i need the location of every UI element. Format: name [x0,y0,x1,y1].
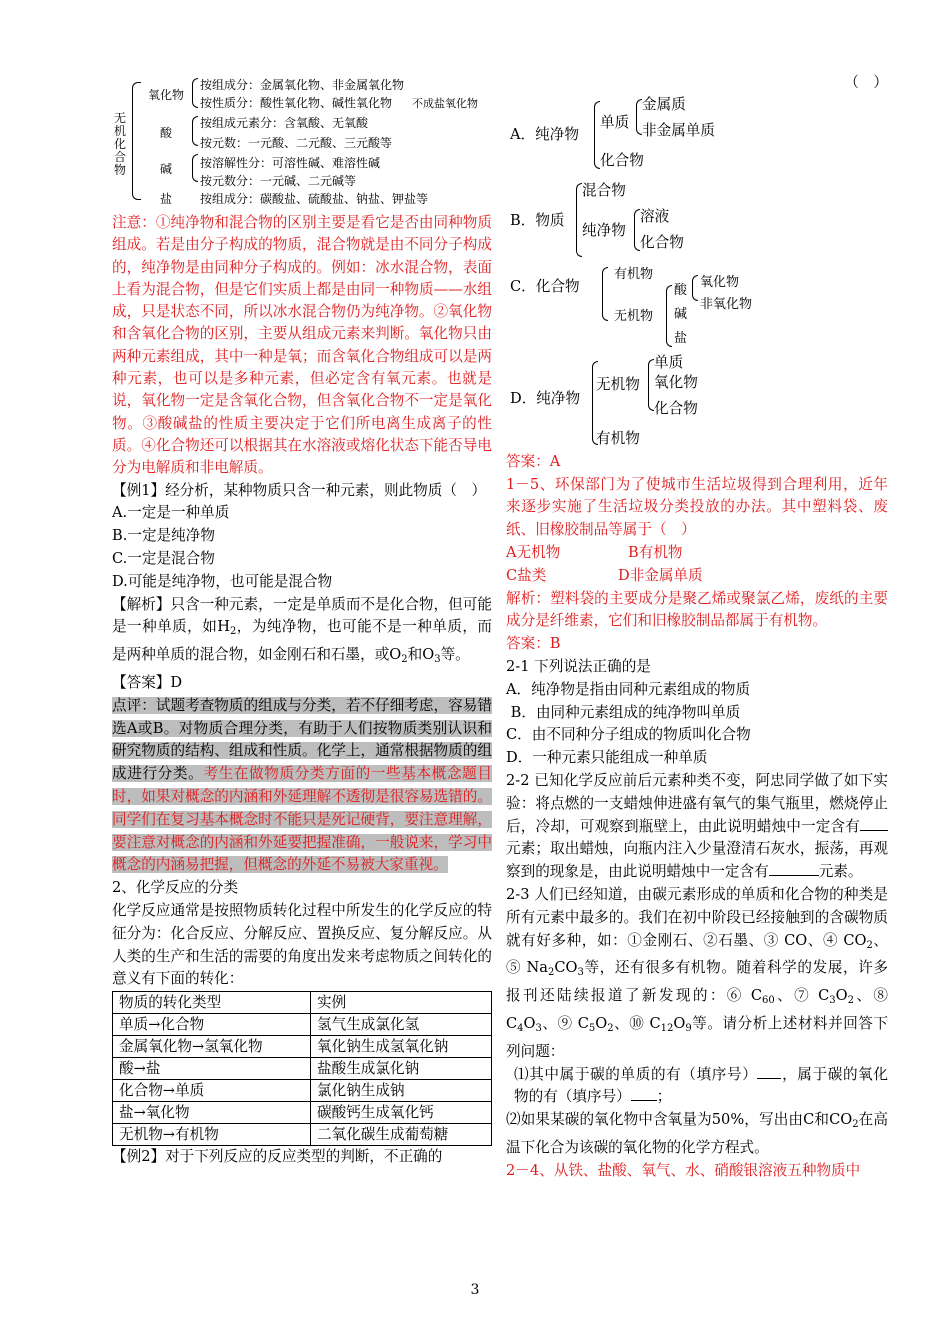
table-row [113,1080,492,1102]
option-d-label: D．纯净物 [510,389,581,407]
table-row [113,1036,492,1058]
question-1-5-options-cd: C盐类 D非金属单质 [506,566,703,584]
option-d-diagram [506,353,888,451]
tree-base-1: 按溶解性分：可溶性碱、难溶性碱 [200,156,381,170]
question-2-1-option-c: C．由不同种分子组成的物质叫化合物 [506,726,751,744]
option-b-l1: 混合物 [582,181,626,199]
section2-text: 化学反应通常是按照物质转化过程中所发生的化学反应的特征分为：化合反应、分解反应、置换反应、复分解反应。从人类的生产和生活的需要的角度出发来考虑物质之间转化的意义有下面的转化： [112,901,492,988]
conversion-table [112,991,492,1146]
section2-title: 2、化学反应的分类 [112,879,239,897]
option-d-oxide: 氧化物 [654,373,698,391]
table-cell: 无机物→有机物 [113,1124,311,1146]
table-row [113,1058,492,1080]
tree-acid: 酸 [160,126,173,140]
tree-oxide-3: 不成盐氧化物 [412,97,478,110]
option-c-nonoxide: 非氧化物 [700,296,753,312]
option-c-oxide: 氧化物 [700,274,740,290]
option-b-label: B．物质 [510,211,565,229]
option-a-l1: 单质 [600,113,630,131]
example1-option-b: B.一定是纯净物 [112,527,215,545]
example1-answer: 【答案】D [112,673,183,691]
table-cell: 酸→盐 [113,1058,311,1080]
example1-question: 【例1】经分析，某种物质只含一种元素，则此物质（ ） [112,481,487,499]
table-row [113,1102,492,1124]
option-c-salt: 盐 [674,330,688,346]
table-cell: 盐酸生成氯化钠 [311,1058,492,1080]
example1-comment: 点评：试题考查物质的组成与分类，若不仔细考虑，容易错选A或B。对物质合理分类，有助于人们按物质类别认识和研究物质的结构、组成和性质。化学上，通常根据物质的组成进行分类。考生在做物质分类方面的一些基本概念题目时，如果对概念的内涵和外延理解不透彻是很容易选错的。同学们在复习基本概念时不能只是死记硬背，要注意理解，要注意对概念的内涵和外延要把握准确，一般说来，学习中概念的内涵易把握，但概念的外延不易被大家重视。 [112,696,492,874]
right-column [506,72,888,1183]
question-1-5-analysis: 解析：塑料袋的主要成分是聚乙烯或聚氯乙烯，废纸的主要成分是纤维素，它们和旧橡胶制品都属于有机物。 [506,589,888,630]
table-header: 实例 [311,992,492,1014]
tree-oxide: 氧化物 [148,88,185,102]
option-a-l3: 化合物 [600,151,644,169]
question-2-3: 2-3 人们已经知道，由碳元素形成的单质和化合物的种类是所有元素中最多的。我们在初中阶段已经接触到的含碳物质就有好多种，如：①金刚石、②石墨、③ CO、④ $CO_2$、⑤ $Na_2CO_3$等，还有很多有机物。随着科学的发展，许多报刊还陆续报道了新发现的：⑥ $C_{60}$、⑦ $C_3O_2$、⑧ $C_4O_3$、⑨ $C_5O_2$、⑩ $C_{12}O_9$等。请分析上述材料并回答下列问题： [506,885,888,1060]
answer-1: 答案：A [506,452,561,470]
example1-option-d: D.可能是纯净物，也可能是混合物 [112,572,333,590]
table-header: 物质的转化类型 [113,992,311,1014]
answer-paren: （ ） [844,74,888,91]
option-a-label: A．纯净物 [510,125,579,143]
option-b-l3b: 化合物 [640,233,684,251]
tree-oxide-1: 按组成分：金属氧化物、非金属氧化物 [200,78,405,92]
table-cell: 氢气生成氯化氢 [311,1014,492,1036]
example2-question: 【例2】对于下列反应的反应类型的判断，不正确的 [112,1148,443,1166]
question-2-3-part-1: ⑴其中属于碳的单质的有（填序号） ，属于碳的氧化物的有（填序号） ； [514,1065,888,1106]
table-header-row [113,992,492,1014]
answer-2: 答案：B [506,635,561,653]
tree-acid-2: 按元数：一元酸、二元酸、三元酸等 [200,136,393,150]
page-number: 3 [470,1282,480,1298]
left-column [112,72,492,1169]
option-d-l1: 无机物 [596,375,640,393]
table-cell: 氧化钠生成氢氧化钠 [311,1036,492,1058]
option-c-l1: 有机物 [614,266,654,282]
option-a-diagram [506,95,888,177]
option-c-label: C．化合物 [510,277,580,295]
option-b-diagram [506,177,888,263]
table-cell: 化合物→单质 [113,1080,311,1102]
option-c-acid: 酸 [674,282,688,298]
example1-analysis: 【解析】只含一种元素，一定是单质而不是化合物，但可能是一种单质，如$H_2$，为纯净物，也可能不是一种单质，而是两种单质的混合物，如金刚石和石墨，或$O_2$和$O_3$等。 [112,595,492,666]
tree-base: 碱 [160,162,173,176]
tree-oxide-2: 按性质分：酸性氧化物、碱性氧化物 [200,96,393,110]
option-b-l2: 纯净物 [582,221,626,239]
table-row [113,1014,492,1036]
table-row [113,1124,492,1146]
option-d-organic: 有机物 [596,429,640,447]
question-1-5-options-ab: A无机物 B有机物 [506,543,683,561]
option-c-l2: 无机物 [614,308,654,324]
option-d-top: 单质 [654,353,684,371]
example1-option-a: A.一定是一种单质 [112,504,230,522]
example1-option-c: C.一定是混合物 [112,549,215,567]
question-2-4: 2－4、从铁、盐酸、氧气、水、硝酸银溶液五种物质中 [506,1161,861,1179]
tree-salt-1: 按组成分：碳酸盐、硫酸盐、钠盐、钾盐等 [200,192,429,206]
option-a-l2b: 非金属单质 [642,121,715,139]
question-1-5: 1－5、环保部门为了使城市生活垃圾得到合理利用，近年来逐步实施了生活垃圾分类投放的办法。其中塑料袋、废纸、旧橡胶制品等属于（ ） [506,475,888,539]
option-d-compound: 化合物 [654,399,698,417]
tree-acid-1: 按组成元素分：含氧酸、无氧酸 [200,116,369,130]
question-2-1: 2-1 下列说法正确的是 [506,657,651,675]
tree-base-2: 按元数分：一元碱、二元碱等 [200,174,357,188]
option-c-diagram [506,263,888,357]
option-a-l2a: 金属质 [642,95,686,113]
question-2-1-option-d: D．一种元素只能组成一种单质 [506,749,708,767]
table-cell: 单质→化合物 [113,1014,311,1036]
table-cell: 金属氧化物→氢氧化物 [113,1036,311,1058]
table-cell: 氯化钠生成钠 [311,1080,492,1102]
tree-root: 无机化合物 [114,111,127,177]
option-b-l3a: 溶液 [640,207,670,225]
question-2-3-part-2: ⑵如果某碳的氧化物中含氧量为50%，写出由C和$CO_2$在高温下化合为该碳的氧化物的化学方程式。 [506,1111,888,1156]
question-2-2: 2-2 已知化学反应前后元素种类不变，阿忠同学做了如下实验：将点燃的一支蜡烛伸进盛有氧气的集气瓶里，燃烧停止后，冷却，可观察到瓶壁上，由此说明蜡烛中一定含有元素；取出蜡烛，向瓶内注入少量澄清石灰水，振荡，再观察到的现象是，由此说明蜡烛中一定含有 元素。 [506,771,888,881]
note-paragraph: 注意：①纯净物和混合物的区别主要是看它是否由同种物质组成。若是由分子构成的物质，混合物就是由不同分子构成的，纯净物是由同种分子构成的。例如：冰水混合物，表面上看为混合物，但是它们实质上都是由同一种物质——水组成，只是状态不同，所以冰水混合物仍为纯净物。②氧化物和含氧化合物的区别，主要从组成元素来判断。氧化物只由两种元素组成，其中一种是氧；而含氧化合物组成可以是两种元素，也可以是多种元素，但必定含有氧元素。也就是说，氧化物一定是含氧化合物，但含氧化合物不一定是氧化物。③酸碱盐的性质主要决定于它们所电离生成离子的性质。④化合物还可以根据其在水溶液或熔化状态下能否导电分为电解质和非电解质。 [112,214,492,477]
question-2-1-option-a: A．纯净物是指由同种元素组成的物质 [506,680,751,698]
table-cell: 二氧化碳生成葡萄糖 [311,1124,492,1146]
table-cell: 盐→氧化物 [113,1102,311,1124]
classification-tree [112,72,492,212]
option-c-base: 碱 [674,306,688,322]
tree-salt: 盐 [160,192,173,206]
table-cell: 碳酸钙生成氧化钙 [311,1102,492,1124]
question-2-1-option-b: B．由同种元素组成的纯净物叫单质 [506,703,741,721]
